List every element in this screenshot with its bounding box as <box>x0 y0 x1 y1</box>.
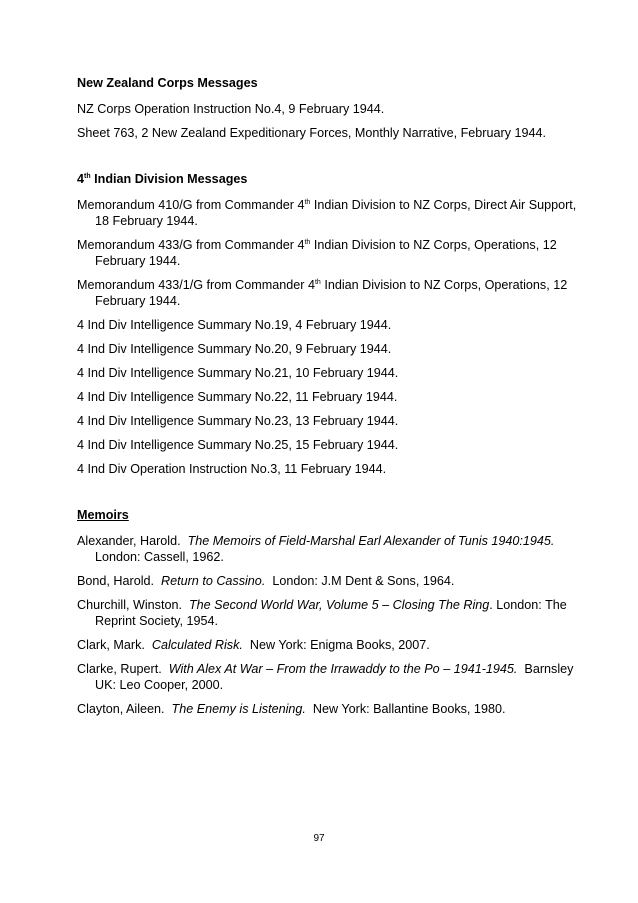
bibliography-entry <box>77 597 577 629</box>
entry-publisher: Barnsley UK: Leo Cooper, 2000. <box>95 662 574 692</box>
entry-publisher: New York: Ballantine Books, 1980. <box>312 702 506 716</box>
bibliography-entry: 4 Ind Div Intelligence Summary No.25, 15 February 1944. <box>77 438 399 452</box>
entry-title: The Enemy is Listening. <box>171 702 306 716</box>
entry-author: Bond, Harold. <box>77 574 155 588</box>
entry-text: Memorandum 433/G from Commander 4 <box>77 238 305 252</box>
entry-text: Indian Division to NZ Corps, Operations, 12 February 1944. <box>95 238 557 268</box>
bibliography-entry <box>77 701 577 717</box>
entry-text: Memorandum 410/G from Commander 4 <box>77 198 305 212</box>
entry-title: Return to Cassino. <box>161 574 266 588</box>
bibliography-entry: 4 Ind Div Intelligence Summary No.19, 4 February 1944. <box>77 318 392 332</box>
section-heading: Memoirs <box>77 508 129 522</box>
bibliography-entry: Sheet 763, 2 New Zealand Expeditionary Forces, Monthly Narrative, February 1944. <box>77 126 547 140</box>
section-spacer <box>77 485 577 507</box>
section-spacer <box>77 149 577 171</box>
entry-superscript: th <box>314 278 321 286</box>
entry-author: Churchill, Winston. <box>77 598 182 612</box>
entry-title: Calculated Risk. <box>151 638 243 652</box>
entry-publisher: New York: Enigma Books, 2007. <box>249 638 430 652</box>
bibliography-entry <box>77 533 577 565</box>
entry-superscript: th <box>304 198 311 206</box>
bibliography-entry <box>77 277 577 309</box>
section-heading: New Zealand Corps Messages <box>77 76 258 90</box>
section-heading <box>77 171 577 187</box>
entry-author: Clark, Mark. <box>77 638 145 652</box>
entry-superscript: th <box>304 238 311 246</box>
page-number: 97 <box>313 833 325 844</box>
entry-text: Indian Division to NZ Corps, Operations, 12 February 1944. <box>95 278 568 308</box>
entry-title: With Alex At War – From the Irrawaddy to the Po – 1941-1945. <box>168 662 518 676</box>
entry-publisher: . London: The Reprint Society, 1954. <box>95 598 567 628</box>
heading-text: Indian Division Messages <box>90 172 248 186</box>
heading-superscript: th <box>84 172 91 180</box>
entry-text: Indian Division to NZ Corps, Direct Air Support, 18 February 1944. <box>95 198 577 228</box>
entry-author: Alexander, Harold. <box>77 534 181 548</box>
heading-number: 4 <box>77 172 85 186</box>
entry-text: Memorandum 433/1/G from Commander 4 <box>77 278 315 292</box>
bibliography-entry <box>77 637 577 653</box>
bibliography <box>77 75 577 725</box>
bibliography-entry: 4 Ind Div Intelligence Summary No.21, 10 February 1944. <box>77 366 399 380</box>
entry-author: Clayton, Aileen. <box>77 702 165 716</box>
entry-publisher: London: J.M Dent & Sons, 1964. <box>272 574 455 588</box>
bibliography-entry: NZ Corps Operation Instruction No.4, 9 February 1944. <box>77 102 385 116</box>
entry-author: Clarke, Rupert. <box>77 662 162 676</box>
bibliography-entry: 4 Ind Div Operation Instruction No.3, 11 February 1944. <box>77 462 387 476</box>
entry-publisher: London: Cassell, 1962. <box>95 550 224 564</box>
entry-title: The Memoirs of Field-Marshal Earl Alexander of Tunis 1940:1945. <box>187 534 555 548</box>
bibliography-entry: 4 Ind Div Intelligence Summary No.20, 9 February 1944. <box>77 342 392 356</box>
bibliography-entry <box>77 197 577 229</box>
bibliography-entry <box>77 661 577 693</box>
bibliography-entry: 4 Ind Div Intelligence Summary No.23, 13 February 1944. <box>77 414 399 428</box>
entry-title: The Second World War, Volume 5 – Closing The Ring <box>188 598 490 612</box>
bibliography-entry: 4 Ind Div Intelligence Summary No.22, 11 February 1944. <box>77 390 398 404</box>
bibliography-entry <box>77 573 577 589</box>
bibliography-entry <box>77 237 577 269</box>
